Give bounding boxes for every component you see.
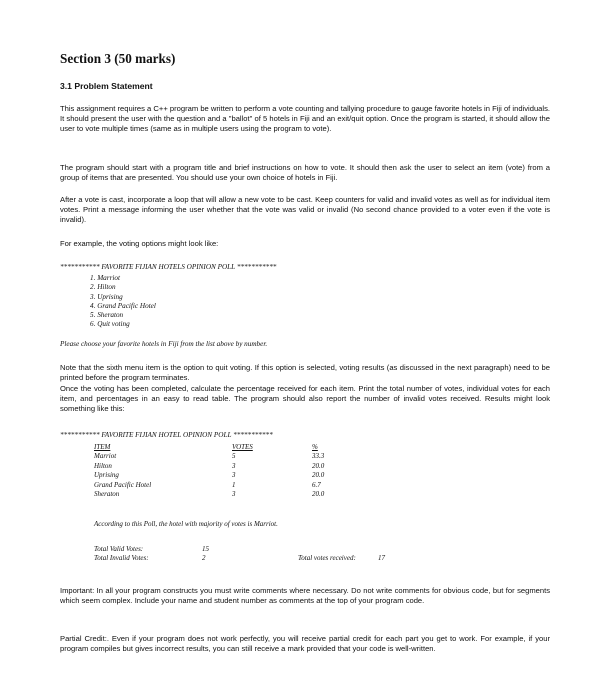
total-received-value: 17 [378,554,385,562]
paragraph-loop: After a vote is cast, incorporate a loop that will allow a new vote to be cast. Keep counters for valid and invalid votes as well as for individual item votes. Print a message informing the user whether that the vote was valid or invalid (No second chance provided to a voter even if the vote is invalid). [60,195,550,225]
paragraph-start: The program should start with a program title and brief instructions on how to vote. It should then ask the user to select an item (vote) from a group of items that are presented. You should use your own choice of hotels in Fiji. [60,163,550,183]
menu-item: 2. Hilton [90,283,116,292]
menu-item: 1. Marriot [90,274,120,282]
section-title: Section 3 (50 marks) [60,51,176,66]
table-row [94,452,352,461]
total-invalid-label: Total Invalid Votes: [94,554,149,562]
paragraph-partial-credit: Partial Credit:. Even if your program does not work perfectly, you will receive partial credit for each part you get to work. For example, if your program compiles but gives incorrect results, you can still receive a mark provided that your code is well-written. [60,634,550,654]
header-item: ITEM [94,443,111,451]
row-item: Uprising [94,471,119,480]
menu-item: 4. Grand Pacific Hotel [90,301,156,310]
results-summary: According to this Poll, the hotel with majority of votes is Marriot. [94,520,278,528]
total-received-label: Total votes received: [298,554,356,562]
menu-example-prompt: Please choose your favorite hotels in Fiji from the list above by number. [60,340,268,348]
total-valid-value: 15 [202,545,209,553]
row-votes: 3 [232,490,236,499]
row-item: Hilton [94,461,112,470]
row-pct: 20.0 [312,461,325,470]
paragraph-quit-note: Note that the sixth menu item is the option to quit voting. If this option is selected, voting results (as discussed in the next paragraph) need to be printed before the program terminates. [60,363,550,383]
row-votes: 1 [232,480,236,489]
results-header-row [94,443,352,452]
row-pct: 33.3 [312,452,325,461]
paragraph-example-intro: For example, the voting options might look like: [60,239,219,248]
table-row [94,490,352,499]
row-pct: 20.0 [312,471,325,480]
header-votes: VOTES [232,443,253,451]
table-row [94,462,352,471]
total-invalid-value: 2 [202,554,206,562]
row-votes: 5 [232,452,236,461]
menu-item: 3. Uprising [90,292,123,301]
table-row [94,481,352,490]
subsection-title: 3.1 Problem Statement [60,81,153,91]
row-item: Sheraton [94,490,120,499]
row-votes: 3 [232,461,236,470]
paragraph-results: Once the voting has been completed, calculate the percentage received for each item. Print the total number of votes, individual votes for each item, and percentages in an easy to read table. The program should also report the number of invalid votes received. Results might look something like this: [60,384,550,414]
row-pct: 20.0 [312,490,325,499]
results-example-title: *********** FAVORITE FIJIAN HOTEL OPINION POLL *********** [60,431,273,439]
menu-item: 6. Quit voting [90,320,130,329]
menu-item: 5. Sheraton [90,311,124,320]
total-valid-label: Total Valid Votes: [94,545,144,553]
menu-example-list [90,274,156,330]
results-table [94,443,352,499]
menu-example-title: *********** FAVORITE FIJIAN HOTELS OPINION POLL *********** [60,263,277,271]
paragraph-intro: This assignment requires a C++ program be written to perform a vote counting and tallying procedure to gauge favorite hotels in Fiji of individuals. It should present the user with the question and a "ballot" of 5 hotels in Fiji and an exit/quit option. Once the program is started, it should allow the user to vote multiple times (same as in multiple users using the program to vote). [60,104,550,134]
row-item: Grand Pacific Hotel [94,480,152,489]
row-pct: 6.7 [312,480,321,489]
header-pct: % [312,443,318,451]
table-row [94,471,352,480]
row-votes: 3 [232,471,236,480]
row-item: Marriot [94,452,117,461]
paragraph-important: Important: In all your program constructs you must write comments where necessary. Do not write comments for obvious code, but for segments which seem complex. Include your name and student number as comments at the top of your program code. [60,586,550,606]
